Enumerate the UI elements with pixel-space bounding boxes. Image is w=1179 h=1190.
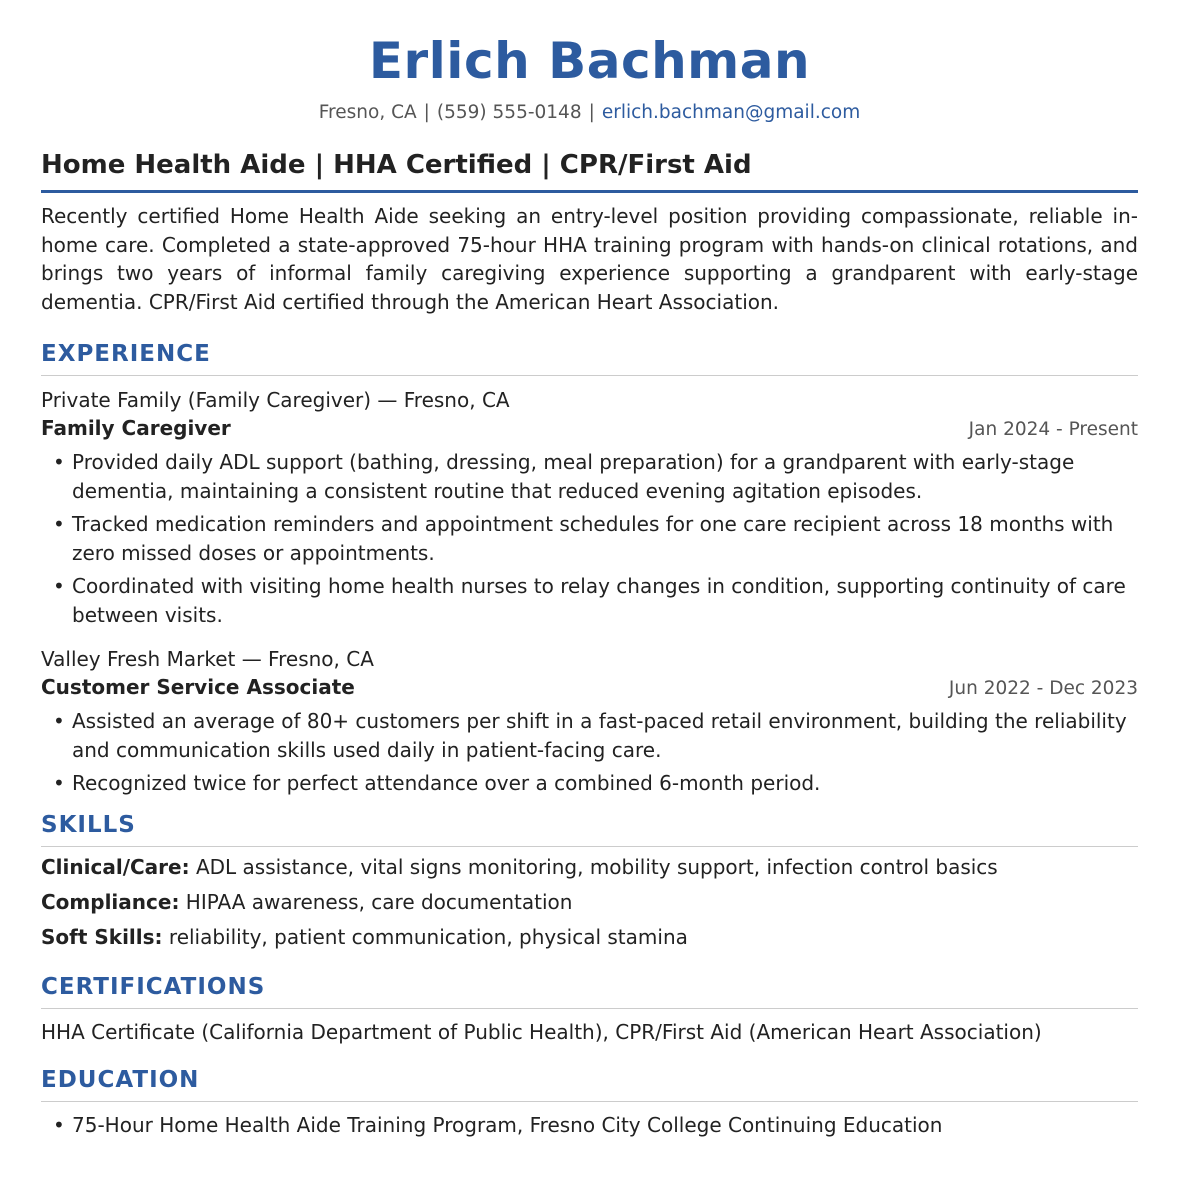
job-bullets xyxy=(41,448,1138,629)
job-role-row xyxy=(41,414,1138,444)
skill-line xyxy=(41,888,1138,917)
email-link[interactable]: erlich.bachman@gmail.com xyxy=(601,102,861,123)
skill-label: Compliance: xyxy=(41,889,180,914)
section-title-education: EDUCATION xyxy=(41,1065,1138,1102)
job-dates: Jun 2022 - Dec 2023 xyxy=(948,678,1138,699)
bullet-item: • Coordinated with visiting home health nurses to relay changes in condition, supporting continuity of care between visits. xyxy=(53,572,1138,629)
location-text: Fresno, CA xyxy=(318,102,417,123)
candidate-name: Erlich Bachman xyxy=(368,32,811,90)
bullet-item: • Assisted an average of 80+ customers per shift in a fast-paced retail environment, building the reliability and communication skills used daily in patient-facing care. xyxy=(53,707,1138,764)
experience-section xyxy=(41,339,1138,798)
skill-line xyxy=(41,853,1138,882)
job-role: Family Caregiver xyxy=(41,416,231,440)
skill-value: HIPAA awareness, care documentation xyxy=(185,889,573,914)
job-employer: Private Family (Family Caregiver) — Fresno, CA xyxy=(41,388,510,412)
section-title-experience: EXPERIENCE xyxy=(41,339,1138,376)
job-dates: Jan 2024 - Present xyxy=(968,419,1138,440)
skill-label: Soft Skills: xyxy=(41,924,163,949)
bullet-item: • Provided daily ADL support (bathing, dressing, meal preparation) for a grandparent with early-stage dementia, maintaining a consistent routine that reduced evening agitation episodes. xyxy=(53,448,1138,505)
headline: Home Health Aide | HHA Certified | CPR/First Aid xyxy=(41,149,1138,193)
skill-value: ADL assistance, vital signs monitoring, mobility support, infection control basics xyxy=(195,854,998,879)
contact-line xyxy=(41,101,1138,125)
certifications-section xyxy=(41,972,1138,1047)
job-entry xyxy=(41,386,1138,629)
phone-text: (559) 555-0148 xyxy=(436,102,582,123)
section-title-skills: SKILLS xyxy=(41,810,1138,847)
job-employer: Valley Fresh Market — Fresno, CA xyxy=(41,647,374,671)
education-section xyxy=(41,1065,1138,1140)
summary-paragraph: Recently certified Home Health Aide seeking an entry-level position providing compassionate, reliable in-home care. Completed a state-approved 75-hour HHA training program with hands-on clinical rotations, and brings two years of informal family caregiving experience supporting a grandparent with early-stage dementia. CPR/First Aid certified through the American Heart Association. xyxy=(41,204,1138,314)
section-title-certifications: CERTIFICATIONS xyxy=(41,972,1138,1009)
education-item: • 75-Hour Home Health Aide Training Program, Fresno City College Continuing Education xyxy=(53,1111,1138,1140)
job-role: Customer Service Associate xyxy=(41,675,355,699)
skills-section xyxy=(41,810,1138,952)
job-entry xyxy=(41,645,1138,798)
skill-value: reliability, patient communication, physical stamina xyxy=(168,924,688,949)
bullet-item: • Recognized twice for perfect attendance over a combined 6-month period. xyxy=(53,769,1138,798)
job-bullets xyxy=(41,707,1138,798)
contact-separator: | xyxy=(423,102,430,123)
certifications-text: HHA Certificate (California Department of Public Health), CPR/First Aid (American Heart Association) xyxy=(41,1019,1042,1044)
education-list xyxy=(41,1111,1138,1140)
bullet-item: • Tracked medication reminders and appointment schedules for one care recipient across 18 months with zero missed doses or appointments. xyxy=(53,510,1138,567)
skill-line xyxy=(41,923,1138,952)
skill-label: Clinical/Care: xyxy=(41,854,190,879)
job-role-row xyxy=(41,673,1138,703)
contact-separator: | xyxy=(588,102,595,123)
